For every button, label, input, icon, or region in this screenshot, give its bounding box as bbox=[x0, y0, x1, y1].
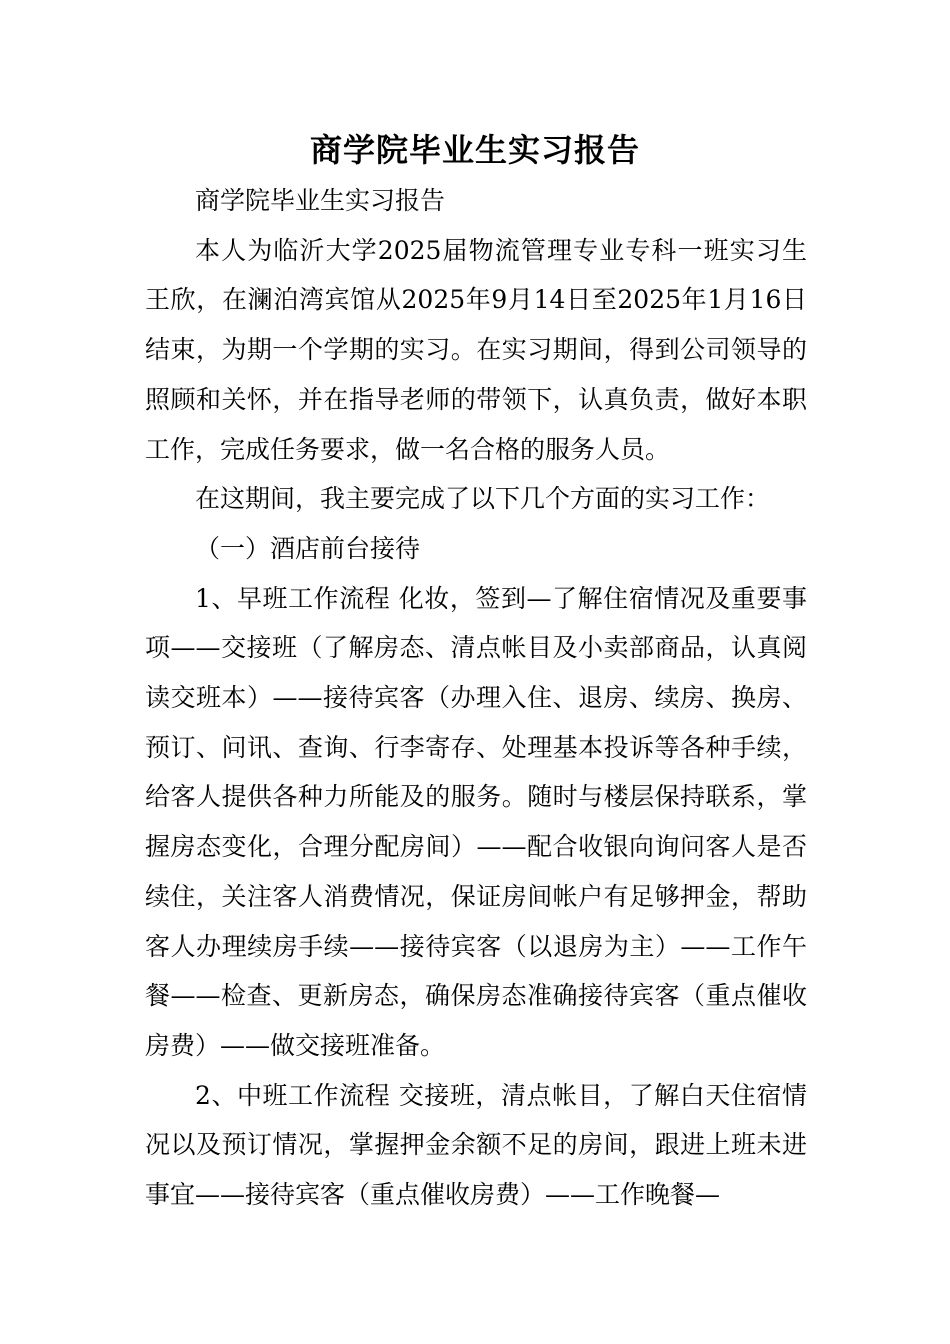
document-body bbox=[145, 176, 807, 1220]
paragraph-middle-shift: 2、中班工作流程 交接班，清点帐目，了解白天住宿情况以及预订情况，掌握押金余额不足的房间，跟进上班未进事宜——接待宾客（重点催收房费）——工作晚餐— bbox=[145, 1080, 807, 1210]
paragraph-intro: 本人为临沂大学2025届物流管理专业专科一班实习生王欣，在澜泊湾宾馆从2025年9月14日至2025年1月16日结束，为期一个学期的实习。在实习期间，得到公司领导的照顾和关怀，并在指导老师的带领下，认真负责，做好本职工作，完成任务要求，做一名合格的服务人员。 bbox=[145, 235, 807, 464]
paragraph-subtitle: 商学院毕业生实习报告 bbox=[195, 186, 446, 215]
section-heading-front-desk: （一）酒店前台接待 bbox=[195, 533, 421, 563]
document-title: 商学院毕业生实习报告 bbox=[309, 131, 640, 169]
paragraph-morning-shift: 1、早班工作流程 化妆，签到—了解住宿情况及重要事项——交接班（了解房态、清点帐目及小卖部商品，认真阅读交班本）——接待宾客（办理入住、退房、续房、换房、预订、问讯、查询、行李寄存、处理基本投诉等各种手续，给客人提供各种力所能及的服务。随时与楼层保持联系，掌握房态变化，合理分配房间）——配合收银向询问客人是否续住，关注客人消费情况，保证房间帐户有足够押金，帮助客人办理续房手续——接待宾客（以退房为主）——工作午餐——检查、更新房态，确保房态准确接待宾客（重点催收房费）——做交接班准备。 bbox=[145, 583, 807, 1060]
paragraph-overview: 在这期间，我主要完成了以下几个方面的实习工作： bbox=[195, 484, 771, 514]
